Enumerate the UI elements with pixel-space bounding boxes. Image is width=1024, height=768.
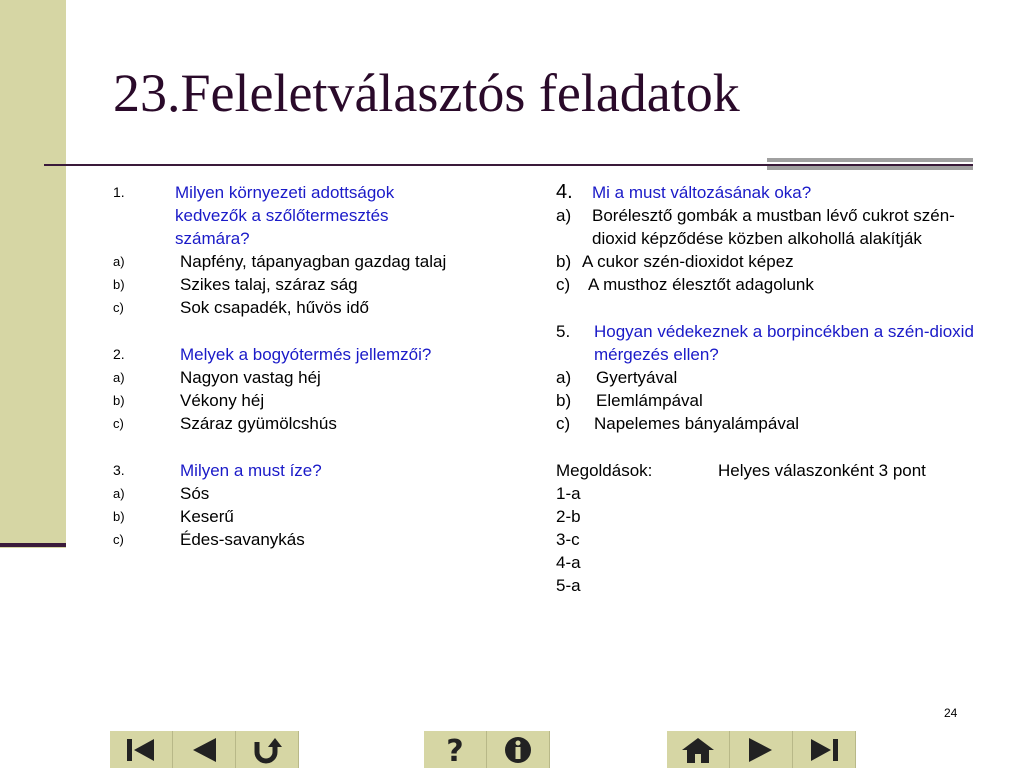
option-row <box>556 273 986 296</box>
info-button[interactable] <box>487 731 550 768</box>
option-row <box>113 482 533 505</box>
question-5 <box>556 320 986 366</box>
solutions-label: Megoldások: <box>556 461 653 480</box>
home-icon <box>681 736 715 764</box>
nav-group-right <box>667 731 856 768</box>
question-2-text: Melyek a bogyótermés jellemzői? <box>180 345 432 364</box>
question-1-text: Milyen környezeti adottságok kedvezők a szőlőtermesztés számára? <box>175 183 395 248</box>
question-4 <box>556 181 986 204</box>
option-label: b) <box>113 393 125 408</box>
option-label: c) <box>556 275 571 294</box>
return-button[interactable] <box>236 731 299 768</box>
solution-answer: 5-a <box>556 576 581 595</box>
question-4-text: Mi a must változásának oka? <box>592 183 812 202</box>
nav-group-middle <box>424 731 550 768</box>
question-number: 3. <box>113 462 125 478</box>
option-row <box>113 366 533 389</box>
option-label: b) <box>556 252 572 271</box>
info-icon <box>503 735 533 765</box>
option-row <box>556 412 986 435</box>
question-number: 5. <box>556 322 571 341</box>
page-number: 24 <box>944 706 958 720</box>
title-divider-accent <box>767 158 973 178</box>
solutions-scoring: Helyes válaszonként 3 pont <box>718 461 926 480</box>
option-text: A musthoz élesztőt adagolunk <box>588 275 814 294</box>
option-text: Sok csapadék, hűvös idő <box>180 298 370 317</box>
option-row <box>113 250 533 273</box>
option-row <box>113 528 533 551</box>
option-text: Elemlámpával <box>596 391 703 410</box>
option-row <box>556 389 986 412</box>
first-slide-button[interactable] <box>110 731 173 768</box>
option-row <box>556 204 986 250</box>
question-3-text: Milyen a must íze? <box>180 461 322 480</box>
option-text: Keserű <box>180 507 234 526</box>
option-label: c) <box>113 300 124 315</box>
option-row <box>113 412 533 435</box>
option-label: c) <box>113 416 124 431</box>
question-1 <box>113 181 533 250</box>
option-row <box>113 296 533 319</box>
option-row <box>113 505 533 528</box>
nav-group-left <box>110 731 299 768</box>
option-row <box>556 250 986 273</box>
option-text: A cukor szén-dioxidot képez <box>582 252 794 271</box>
option-text: Szikes talaj, száraz ság <box>180 275 358 294</box>
last-slide-button[interactable] <box>793 731 856 768</box>
help-icon <box>443 735 467 765</box>
solutions-header <box>556 459 986 482</box>
svg-text:?: ? <box>446 734 464 765</box>
option-label: c) <box>113 532 124 547</box>
right-column <box>556 181 986 597</box>
solution-answer: 3-c <box>556 530 580 549</box>
option-label: a) <box>556 206 572 225</box>
first-slide-icon <box>124 737 158 763</box>
return-icon <box>251 736 283 764</box>
option-label: a) <box>113 486 125 501</box>
option-text: Napelemes bányalámpával <box>594 414 800 433</box>
option-label: b) <box>113 509 125 524</box>
slide-title: 23.Feleletválasztós feladatok <box>113 63 740 123</box>
left-column <box>113 181 533 551</box>
option-label: b) <box>113 277 125 292</box>
question-text <box>175 181 465 250</box>
solution-answer: 1-a <box>556 484 581 503</box>
question-number: 2. <box>113 346 125 362</box>
question-3 <box>113 459 533 482</box>
home-button[interactable] <box>667 731 730 768</box>
option-row <box>113 273 533 296</box>
option-text: Vékony héj <box>180 391 265 410</box>
question-5-text: Hogyan védekeznek a borpincékben a szén-dioxid mérgezés ellen? <box>594 322 974 364</box>
next-slide-button[interactable] <box>730 731 793 768</box>
solution-answer: 2-b <box>556 507 581 526</box>
option-label: a) <box>556 368 572 387</box>
option-text: Borélesztő gombák a mustban lévő cukrot szén-dioxid képződése közben alkohollá alakítják <box>592 206 955 248</box>
previous-slide-icon <box>189 737 219 763</box>
option-row <box>556 366 986 389</box>
option-text: Sós <box>180 484 210 503</box>
next-slide-icon <box>746 737 776 763</box>
last-slide-icon <box>807 737 841 763</box>
question-number: 4. <box>556 181 573 203</box>
left-accent-band <box>0 0 66 548</box>
option-text: Napfény, tápanyagban gazdag talaj <box>180 252 447 271</box>
option-text: Nagyon vastag héj <box>180 368 321 387</box>
option-text: Száraz gyümölcshús <box>180 414 337 433</box>
option-text: Gyertyával <box>596 368 678 387</box>
option-row <box>113 389 533 412</box>
left-accent-line <box>0 543 66 547</box>
help-button[interactable] <box>424 731 487 768</box>
solution-answer: 4-a <box>556 553 581 572</box>
previous-slide-button[interactable] <box>173 731 236 768</box>
option-text: Édes-savanykás <box>180 530 305 549</box>
option-label: a) <box>113 254 125 269</box>
option-label: b) <box>556 391 572 410</box>
question-number: 1. <box>113 184 125 200</box>
option-label: c) <box>556 414 571 433</box>
question-2 <box>113 343 533 366</box>
option-label: a) <box>113 370 125 385</box>
